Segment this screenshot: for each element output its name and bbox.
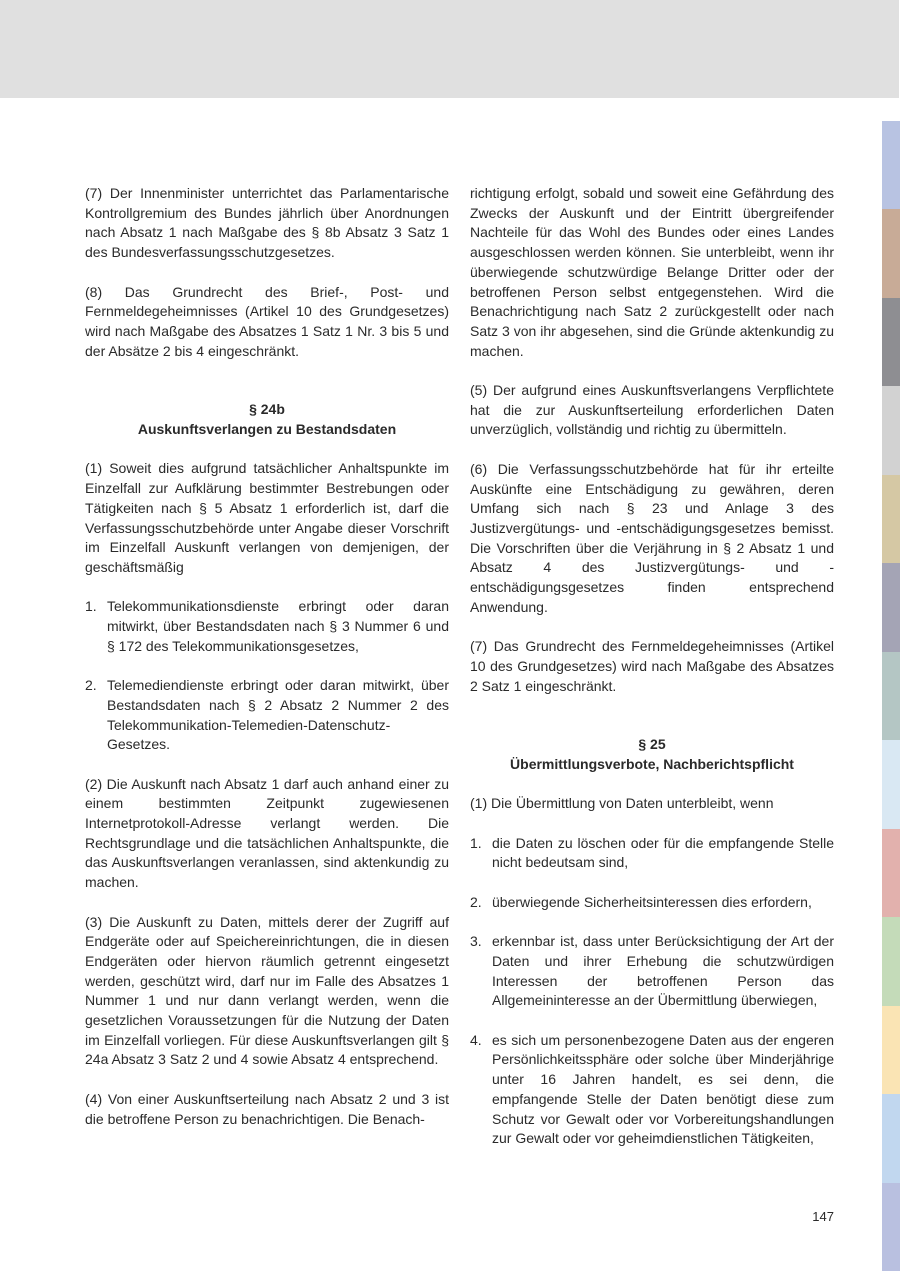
color-tab [882,740,900,828]
color-tab [882,298,900,386]
list-number: 2. [470,893,482,910]
paragraph-1: (1) Die Übermittlung von Daten unterbleibt, wenn [470,795,774,812]
list-number: 2. [85,677,97,694]
color-tab [882,475,900,563]
list-number: 4. [470,1031,482,1048]
color-tab-strip [882,121,900,1271]
section-title: Auskunftsverlangen zu Bestandsdaten [137,421,397,438]
list-text: Telekommunikationsdienste erbringt oder daran mitwirkt, über Bestandsdaten nach § 3 Nummer 6 und § 172 des Telekommunikationsgesetzes, [107,598,449,654]
section-heading-24b [85,400,449,439]
header-band [0,0,899,98]
paragraph-7: (7) Das Grundrecht des Fernmeldegeheimnisses (Artikel 10 des Grundgesetzes) wird nach Maßgabe des Absatzes 2 Satz 1 eingeschränkt. [470,638,834,694]
left-column [85,184,449,1149]
paragraph-7: (7) Der Innenminister unterrichtet das Parlamentarische Kontrollgremium des Bundes jährlich über Anordnungen nach Absatz 1 nach Maßgabe des § 8b Absatz 3 Satz 1 des Bundesverfassungsschutzgesetzes. [85,185,449,261]
list-text: Telemediendienste erbringt oder daran mitwirkt, über Bestandsdaten nach § 2 Absatz 2 Nummer 2 des Telekommunikation-Telemedien-Datenschutz-Gesetzes. [107,677,449,753]
paragraph-1: (1) Soweit dies aufgrund tatsächlicher Anhaltspunkte im Einzelfall zur Aufklärung bestimmter Bestrebungen oder Tätigkeiten nach § 5 Absatz 1 erforderlich ist, darf die Verfassungsschutzbehörde unter Angabe dieser Vorschrift im Einzelfall Auskunft verlangen von demjenigen, der geschäftsmäßig [85,460,449,575]
color-tab [882,1094,900,1182]
paragraph-4: (4) Von einer Auskunftserteilung nach Absatz 2 und 3 ist die betroffene Person zu benachrichtigen. Die Benach- [85,1090,449,1127]
list-item [85,676,449,755]
section-heading-25 [470,735,834,774]
numbered-list [470,834,834,1149]
color-tab [882,121,900,209]
list-item [470,834,834,873]
color-tab [882,829,900,917]
list-text: es sich um personenbezogene Daten aus der engeren Persönlichkeitssphäre oder solche über Minderjährige unter 16 Jahren handelt, es sei denn, die empfangende Stelle der Daten benötigt diese zum Schutz vor Gewalt oder vor Vorbereitungshandlungen zur Gewalt oder vor geheimdienstlichen Tätigkeiten, [492,1031,834,1147]
list-text: die Daten zu löschen oder für die empfangende Stelle nicht bedeutsam sind, [492,834,834,871]
list-number: 3. [470,933,482,950]
color-tab [882,917,900,1005]
list-text: erkennbar ist, dass unter Berücksichtigung der Art der Daten und ihrer Erhebung die schutzwürdigen Interessen der betroffenen Person das Allgemeininteresse an der Übermittlung überwiegen, [492,933,834,1009]
paragraph-3: (3) Die Auskunft zu Daten, mittels derer der Zugriff auf Endgeräte oder auf Speichereinrichtungen, die in diesen Endgeräten oder hiervon räumlich getrennt eingesetzt werden, geschützt wird, darf nur im Falle des Absatzes 1 Nummer 1 und nur dann verlangt werden, wenn die gesetzlichen Voraussetzungen für die Nutzung der Daten im Einzelfall vorliegen. Für diese Auskunftsverlangen gilt § 24a Absatz 3 Satz 2 und 4 sowie Absatz 4 entsprechend. [85,913,449,1068]
section-number: § 25 [638,736,666,753]
color-tab [882,209,900,297]
paragraph-2: (2) Die Auskunft nach Absatz 1 darf auch anhand einer zu einem bestimmten Zeitpunkt zugewiesenen Internetprotokoll-Adresse verlangt werden. Die Rechtsgrundlage und die tatsächlichen Anhaltspunkte, die das Auskunftsverlangen veranlassen, sind aktenkundig zu machen. [85,775,449,891]
color-tab [882,1183,900,1271]
list-number: 1. [85,598,97,615]
color-tab [882,563,900,651]
list-item [470,932,834,1011]
page-number: 147 [812,1209,834,1224]
section-number: § 24b [249,401,285,418]
list-item [85,597,449,656]
paragraph-5: (5) Der aufgrund eines Auskunftsverlangens Verpflichtete hat die zur Auskunftserteilung erforderlichen Daten unverzüglich, vollständig und richtig zu übermitteln. [470,382,834,438]
list-text: überwiegende Sicherheitsinteressen dies erfordern, [492,893,812,910]
paragraph-8: (8) Das Grundrecht des Brief-, Post- und Fernmeldegeheimnisses (Artikel 10 des Grundgesetzes) wird nach Maßgabe des Absatzes 1 Satz 1 Nr. 3 bis 5 und der Absätze 2 bis 4 eingeschränkt. [85,283,449,359]
paragraph-4-continued: richtigung erfolgt, sobald und soweit eine Gefährdung des Zwecks der Auskunft und der Eintritt übergreifender Nachteile für das Wohl des Bundes oder eines Landes ausgeschlossen werden können. Sie unterbleibt, wenn ihr überwiegende schutzwürdige Belange Dritter oder der betroffenen Person selbst entgegenstehen. Wird die Benachrichtigung nach Satz 2 zurückgestellt oder nach Satz 3 von ihr abgesehen, sind die Gründe aktenkundig zu machen. [470,185,834,359]
paragraph-6: (6) Die Verfassungsschutzbehörde hat für ihr erteilte Auskünfte eine Entschädigung zu gewähren, deren Umfang sich nach § 23 und Anlage 3 des Justizvergütungs- und -entschädigungsgesetzes bemisst. Die Vorschriften über die Verjährung in § 2 Absatz 1 und Absatz 4 des Justizvergütungs- und -entschädigungsgesetzes finden entsprechend Anwendung. [470,460,834,615]
list-number: 1. [470,834,482,851]
list-item [470,893,834,913]
list-item [470,1031,834,1149]
color-tab [882,1006,900,1094]
section-title: Übermittlungsverbote, Nachberichtspflicht [510,755,794,772]
color-tab [882,386,900,474]
right-column [470,184,834,1169]
numbered-list [85,597,449,755]
color-tab [882,652,900,740]
